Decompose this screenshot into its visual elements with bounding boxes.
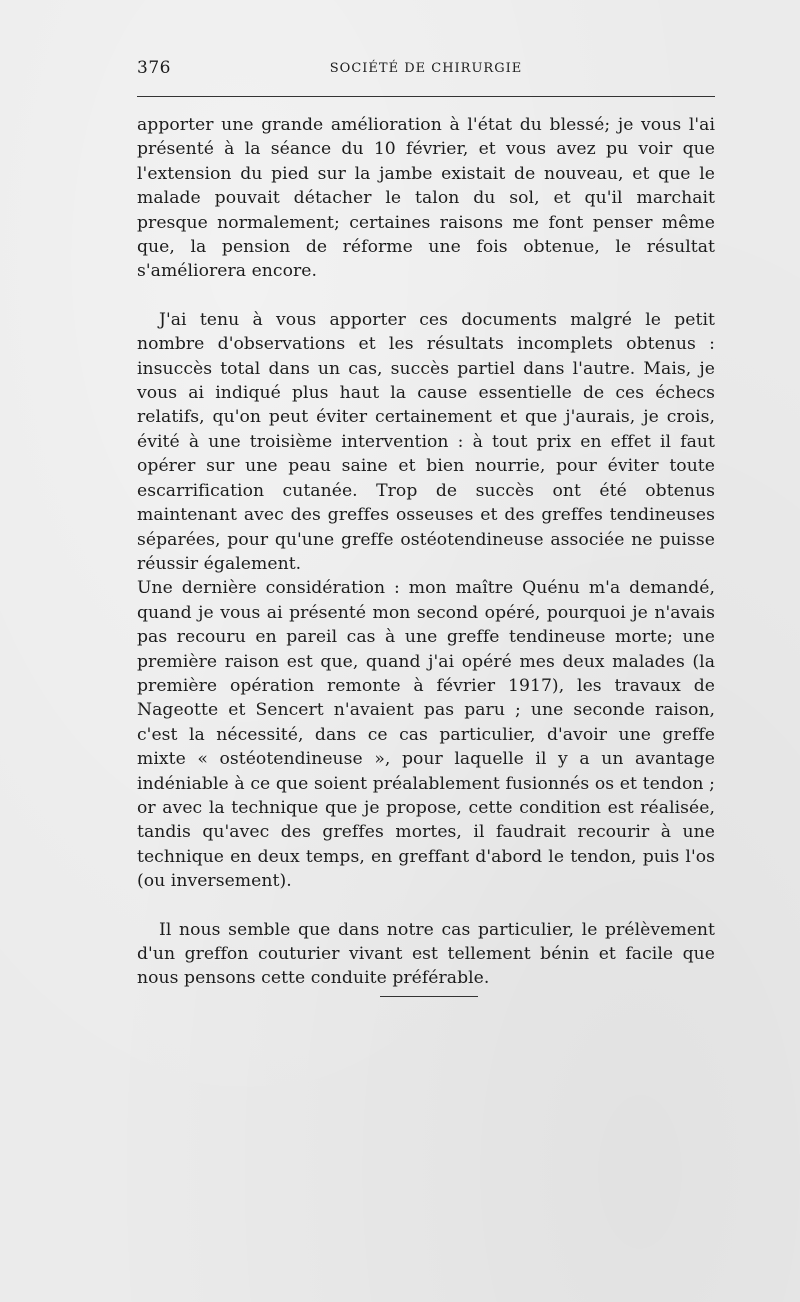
closing-rule <box>380 996 478 997</box>
paragraph-1: apporter une grande amélioration à l'état du blessé; je vous l'ai présenté à la séance du 10 février, et vous avez pu voir que l'extension du pied sur la jambe existait de nouveau, et que le malade pouvait détacher le talon du sol, et qu'il marchait presque normalement; certaines raisons me font penser même que, la pension de réforme une fois obtenue, le résultat s'améliorera encore. <box>137 115 715 282</box>
paragraph-4: Il nous semble que dans notre cas particulier, le prélèvement d'un greffon couturier vivant est tellement bénin et facile que nous pensons cette conduite préférable. <box>137 919 715 989</box>
paragraph-2: J'ai tenu à vous apporter ces documents malgré le petit nombre d'observations et les résultats incomplets obtenus : insuccès total dans un cas, succès partiel dans l'autre. Mais, je vous ai indiqué plus haut la cause essentielle de ces échecs relatifs, qu'on peut éviter certainement et que j'aurais, je crois, évité à une troisième intervention : à tout prix en effet il faut opérer sur une peau saine et bien nourrie, pour éviter toute escarrification cutanée. Trop de succès ont été obtenus maintenant avec des greffes osseuses et des greffes tendineuses séparées, pour qu'une greffe ostéotendineuse associée ne puisse réussir également. <box>137 309 715 574</box>
body-text <box>137 113 715 991</box>
paragraph-3: Une dernière considération : mon maître Quénu m'a demandé, quand je vous ai présenté mon second opéré, pourquoi je n'avais pas recouru en pareil cas à une greffe tendineuse morte; une première raison est que, quand j'ai opéré mes deux malades (la première opération remonte à février 1917), les travaux de Nageotte et Sencert n'avaient pas paru ; une seconde raison, c'est la nécessité, dans ce cas particulier, d'avoir une greffe mixte « ostéotendineuse », pour laquelle il y a un avantage indéniable à ce que soient préalablement fusionnés os et tendon ; or avec la technique que je propose, cette condition est réalisée, tandis qu'avec des greffes mortes, il faudrait recourir à une technique en deux temps, en greffant d'abord le tendon, puis l'os (ou inversement). <box>137 578 715 892</box>
running-head: SOCIÉTÉ DE CHIRURGIE <box>329 61 523 76</box>
page-header <box>137 58 715 84</box>
header-rule <box>137 96 715 97</box>
page-number: 376 <box>137 58 171 78</box>
